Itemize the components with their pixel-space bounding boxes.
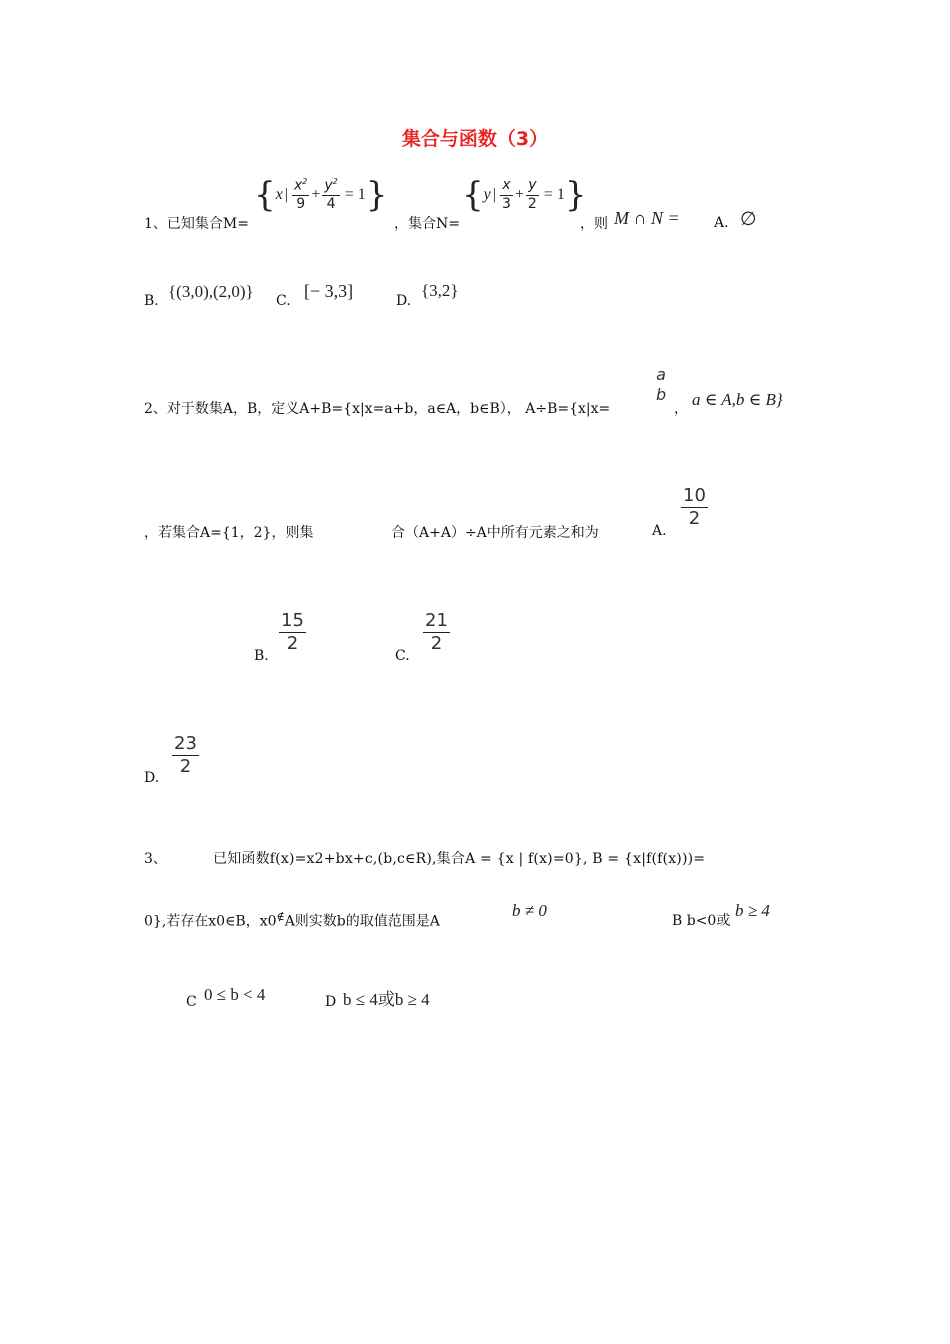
q1-set-n: { y | $\frac{x}{3}$ + $\frac{y}{2}$ = 1 }: [462, 175, 587, 215]
q2-opt-c-den: 2: [430, 632, 443, 654]
q1-opt-b-label: B.: [144, 293, 159, 309]
q1-n-var: y: [483, 186, 491, 203]
q1-then: ，则: [580, 216, 608, 232]
q1-n-eq: = 1: [543, 186, 565, 203]
q2-line1-math: a ∈ A,b ∈ B}: [692, 390, 783, 409]
q2-opt-c-value: [421, 611, 452, 654]
q1-lead: 1、已知集合M=: [144, 216, 249, 232]
q1-opt-d-value: {3,2}: [421, 281, 459, 300]
q2-opt-b-den: 2: [286, 632, 299, 654]
q2-opt-a-num: 10: [683, 485, 706, 506]
q2-frac-den: b: [656, 384, 667, 404]
q2-frac-ab: [652, 366, 670, 403]
q2-opt-d-num: 23: [174, 733, 197, 754]
q2-opt-d-label: D.: [144, 770, 160, 786]
q2-opt-d-value: [170, 734, 201, 777]
q1-mid: ，集合N=: [394, 216, 460, 232]
q1-n-f2-num: y: [526, 178, 538, 195]
q1-set-m: { x | $\frac{x^2}{9}$ + $\frac{y^2}{4}$ = 1 }: [254, 175, 388, 216]
q1-n-f2-den: 2: [527, 195, 537, 212]
q1-opt-d-label: D.: [396, 293, 412, 309]
q3-line2: [144, 910, 440, 931]
q2-opt-b-num: 15: [281, 610, 304, 631]
q2-opt-d-den: 2: [179, 755, 192, 777]
q1-m-var: x: [275, 186, 283, 204]
q3-opt-d-label: D: [325, 994, 337, 1010]
q2-opt-a-label: A.: [652, 523, 667, 539]
q1-opt-b-value: {(3,0),(2,0)}: [168, 282, 254, 301]
q3-notin: ∉: [276, 910, 285, 923]
q3-line2-b: A则实数b的取值范围是A: [284, 913, 440, 930]
q1-n-f1-num: x: [500, 178, 512, 195]
q1-n-f1-den: 3: [501, 195, 511, 212]
q2-opt-b-value: [277, 611, 308, 654]
q2-opt-a-value: [679, 486, 710, 529]
q2-opt-a-den: 2: [688, 507, 701, 529]
q1-m-bar: |: [284, 186, 288, 204]
q1-m-eq: = 1: [344, 186, 366, 204]
q2-opt-c-label: C.: [395, 648, 410, 664]
q1-opt-a-label: A.: [714, 215, 729, 231]
q1-opt-a-value: ∅: [740, 209, 757, 230]
q1-m-plus: +: [311, 186, 321, 204]
q3-opt-a-value: b ≠ 0: [512, 901, 547, 920]
q2-line2-a: ，若集合A={1，2}，则集: [144, 525, 314, 541]
q2-frac-num: a: [656, 365, 666, 384]
q3-opt-d-value: b ≤ 4或b ≥ 4: [343, 990, 430, 1009]
q1-opt-c-label: C.: [276, 293, 291, 309]
q2-opt-c-num: 21: [425, 610, 448, 631]
q1-n-bar: |: [492, 186, 496, 203]
q2-line1: 2、对于数集A，B，定义A+B={x|x=a+b，a∈A，b∈B）， A÷B={x|x=: [144, 401, 611, 417]
q1-m-f2-den: 4: [326, 196, 336, 213]
q1-m-f2-num: y: [324, 177, 333, 194]
q3-line1: 已知函数f(x)=x2+bx+c,(b,c∈R),集合A = {x | f(x)=0}, B = {x|f(f(x)))=: [213, 851, 706, 867]
q3-line2-a: 0},若存在x0∈B，x0: [144, 913, 277, 930]
q3-opt-c-label: C: [186, 994, 197, 1010]
q2-opt-b-label: B.: [254, 648, 269, 664]
q2-line2-b: 合（A+A）÷A中所有元素之和为: [391, 525, 599, 541]
q3-opt-b-label: B b<0或: [672, 913, 731, 929]
q1-n-plus: +: [514, 186, 524, 203]
q3-number: 3、: [144, 851, 167, 867]
q3-opt-b-value: b ≥ 4: [735, 901, 770, 920]
q2-line1-tail: ，: [674, 401, 688, 417]
q1-opt-c-value: [− 3,3]: [304, 281, 354, 301]
q1-expr: M ∩ N =: [614, 208, 680, 228]
page-title: 集合与函数（3）: [401, 128, 549, 150]
q1-m-f1-num: x: [293, 177, 303, 194]
q1-m-f1-den: 9: [296, 196, 306, 213]
q3-opt-c-value: 0 ≤ b < 4: [204, 985, 266, 1004]
